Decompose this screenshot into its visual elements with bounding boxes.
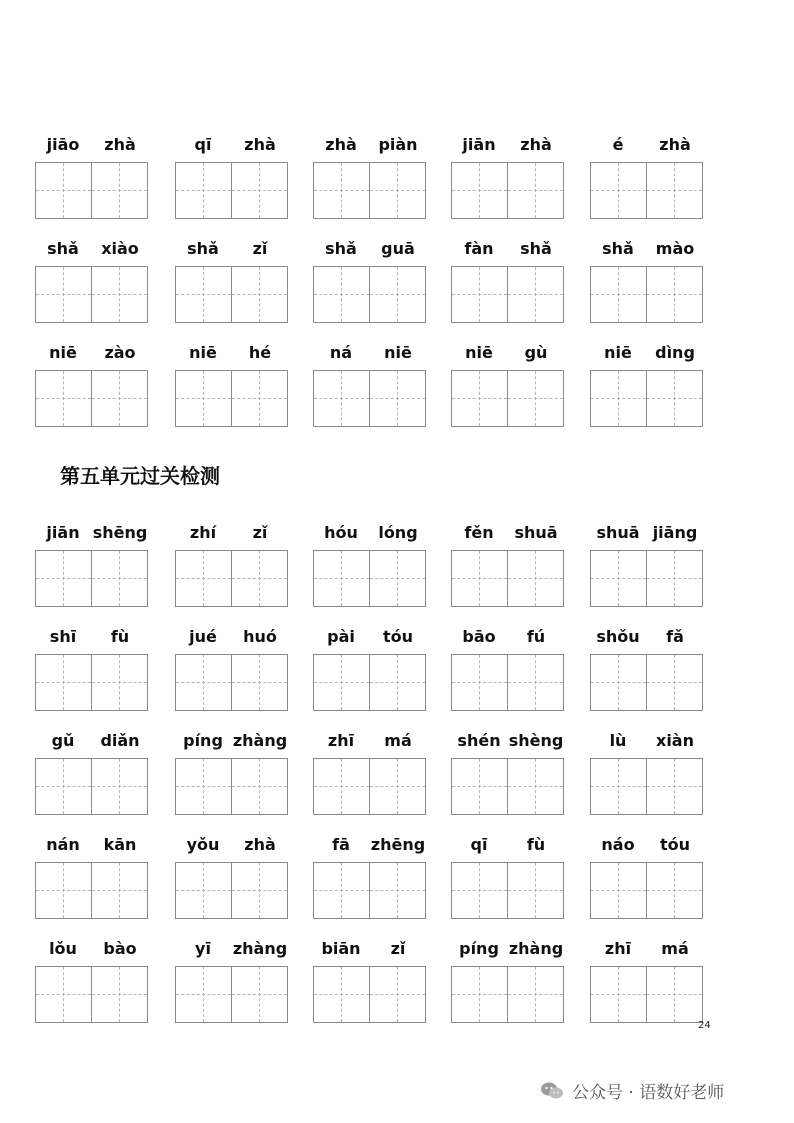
writing-grid [451,862,564,919]
character-box[interactable] [452,967,507,1022]
writing-grid [175,162,288,219]
pinyin-label: bāo [462,627,496,646]
character-box[interactable] [369,551,425,606]
guide-line-horizontal [647,190,702,191]
character-box[interactable] [314,163,369,218]
guide-line-horizontal [647,682,702,683]
character-box[interactable] [36,267,91,322]
guide-line-horizontal [92,786,147,787]
pinyin-label: zǐ [252,523,268,542]
pinyin-label: jiān [462,135,496,154]
writing-grid [590,370,703,427]
guide-line-horizontal [176,578,231,579]
guide-line-horizontal [647,786,702,787]
pinyin-label: zhà [325,135,357,154]
character-box[interactable] [314,863,369,918]
writing-grid [313,758,426,815]
guide-line-horizontal [232,786,287,787]
character-box[interactable] [36,163,91,218]
guide-line-horizontal [314,398,369,399]
pinyin-label: niē [604,343,632,362]
character-box[interactable] [646,551,702,606]
guide-line-horizontal [176,294,231,295]
character-box[interactable] [646,163,702,218]
character-box[interactable] [91,863,147,918]
guide-line-horizontal [452,578,507,579]
guide-line-horizontal [370,190,425,191]
pinyin-label: zhà [104,135,136,154]
character-box[interactable] [369,967,425,1022]
pinyin-label: shǎ [325,239,357,258]
pinyin-label: tóu [659,835,691,854]
guide-line-horizontal [452,994,507,995]
pinyin-label: shǎ [520,239,552,258]
pinyin-label: huó [243,627,277,646]
character-box[interactable] [176,371,231,426]
pinyin-label: niē [49,343,77,362]
writing-grid [313,162,426,219]
character-box[interactable] [452,655,507,710]
pinyin-label: lóng [378,523,418,542]
character-box[interactable] [369,863,425,918]
writing-grid [175,966,288,1023]
writing-grid [313,370,426,427]
guide-line-horizontal [36,786,91,787]
pinyin-label: zhà [244,135,276,154]
character-box[interactable] [36,759,91,814]
pinyin-label: zǐ [390,939,406,958]
writing-grid [313,550,426,607]
pinyin-label: niē [465,343,493,362]
character-box[interactable] [314,759,369,814]
character-box[interactable] [36,967,91,1022]
pinyin-label: tóu [382,627,414,646]
pinyin-label: nán [46,835,80,854]
guide-line-horizontal [176,398,231,399]
pinyin-label: shī [49,627,77,646]
pinyin-label: zǐ [252,239,268,258]
pinyin-label: qī [470,835,488,854]
character-box[interactable] [91,759,147,814]
character-box[interactable] [507,759,563,814]
writing-grid [451,550,564,607]
character-box[interactable] [91,267,147,322]
character-box[interactable] [231,163,287,218]
character-box[interactable] [176,967,231,1022]
pinyin-label: zhí [189,523,217,542]
pinyin-label: é [612,135,624,154]
pinyin-label: shǎ [602,239,634,258]
guide-line-horizontal [36,890,91,891]
character-box[interactable] [591,863,646,918]
guide-line-horizontal [647,994,702,995]
pinyin-label: píng [459,939,499,958]
pinyin-label: qī [194,135,212,154]
pinyin-label: píng [183,731,223,750]
writing-grid [451,162,564,219]
character-box[interactable] [231,967,287,1022]
pinyin-label: dìng [655,343,695,362]
guide-line-horizontal [36,398,91,399]
guide-line-horizontal [36,190,91,191]
character-box[interactable] [314,371,369,426]
character-box[interactable] [591,655,646,710]
character-box[interactable] [452,163,507,218]
character-box[interactable] [36,863,91,918]
pinyin-label: mào [655,239,695,258]
character-box[interactable] [507,371,563,426]
guide-line-horizontal [370,890,425,891]
pinyin-label: shèng [508,731,564,750]
pinyin-label: bào [103,939,137,958]
writing-grid [175,266,288,323]
guide-line-horizontal [92,994,147,995]
character-box[interactable] [176,551,231,606]
pinyin-label: shuā [514,523,558,542]
character-box[interactable] [646,371,702,426]
character-box[interactable] [231,759,287,814]
character-box[interactable] [314,967,369,1022]
guide-line-horizontal [314,890,369,891]
pinyin-label: zhī [327,731,355,750]
guide-line-horizontal [452,190,507,191]
guide-line-horizontal [452,682,507,683]
pinyin-label: fěn [464,523,494,542]
writing-grid [451,266,564,323]
pinyin-label: fù [110,627,130,646]
pinyin-label: zào [104,343,136,362]
guide-line-horizontal [508,890,563,891]
pinyin-label: shēng [92,523,148,542]
guide-line-horizontal [370,994,425,995]
guide-line-horizontal [232,294,287,295]
writing-grid [313,862,426,919]
guide-line-horizontal [92,682,147,683]
pinyin-label: fǎ [666,627,684,646]
character-box[interactable] [176,163,231,218]
guide-line-horizontal [36,578,91,579]
guide-line-horizontal [176,786,231,787]
guide-line-horizontal [452,294,507,295]
pinyin-label: niē [384,343,412,362]
character-box[interactable] [507,863,563,918]
guide-line-horizontal [92,398,147,399]
character-box[interactable] [646,759,702,814]
pinyin-label: lù [609,731,627,750]
character-box[interactable] [646,967,702,1022]
pinyin-label: zhàng [232,939,288,958]
character-box[interactable] [231,551,287,606]
guide-line-horizontal [232,398,287,399]
guide-line-horizontal [591,890,646,891]
pinyin-label: hé [248,343,272,362]
character-box[interactable] [176,655,231,710]
guide-line-horizontal [591,578,646,579]
guide-line-horizontal [232,994,287,995]
character-box[interactable] [369,371,425,426]
character-box[interactable] [452,551,507,606]
guide-line-horizontal [232,890,287,891]
writing-grid [35,966,148,1023]
character-box[interactable] [591,759,646,814]
pinyin-label: biān [321,939,361,958]
character-box[interactable] [176,863,231,918]
guide-line-horizontal [591,398,646,399]
character-box[interactable] [507,551,563,606]
guide-line-horizontal [176,994,231,995]
guide-line-horizontal [176,190,231,191]
guide-line-horizontal [314,578,369,579]
character-box[interactable] [91,371,147,426]
character-box[interactable] [646,267,702,322]
pinyin-label: kān [103,835,137,854]
writing-grid [451,654,564,711]
writing-grid [590,550,703,607]
guide-line-horizontal [232,190,287,191]
guide-line-horizontal [508,578,563,579]
pinyin-label: shǎ [187,239,219,258]
guide-line-horizontal [370,294,425,295]
writing-grid [35,758,148,815]
guide-line-horizontal [36,294,91,295]
character-box[interactable] [452,267,507,322]
pinyin-label: pài [327,627,355,646]
character-box[interactable] [176,267,231,322]
character-box[interactable] [176,759,231,814]
pinyin-label: zhàng [508,939,564,958]
guide-line-horizontal [92,578,147,579]
pinyin-label: shǒu [596,627,640,646]
pinyin-label: yī [195,939,211,958]
pinyin-label: lǒu [49,939,77,958]
writing-grid [451,966,564,1023]
guide-line-horizontal [591,294,646,295]
pinyin-label: hóu [324,523,358,542]
guide-line-horizontal [591,190,646,191]
wechat-icon [540,1081,564,1101]
writing-grid [590,758,703,815]
guide-line-horizontal [370,398,425,399]
pinyin-label: jiān [46,523,80,542]
footer-text: 公众号 · 语数好老师 [572,1083,725,1103]
guide-line-horizontal [508,786,563,787]
guide-line-horizontal [370,578,425,579]
character-box[interactable] [452,371,507,426]
guide-line-horizontal [647,890,702,891]
guide-line-horizontal [232,578,287,579]
character-box[interactable] [91,163,147,218]
guide-line-horizontal [314,190,369,191]
character-box[interactable] [231,863,287,918]
character-box[interactable] [36,371,91,426]
page-number: 24 [698,1020,711,1031]
pinyin-label: náo [601,835,635,854]
pinyin-label: zhī [604,939,632,958]
character-box[interactable] [507,655,563,710]
character-box[interactable] [314,655,369,710]
character-box[interactable] [591,267,646,322]
footer-watermark [540,1078,724,1103]
pinyin-label: jiāo [46,135,80,154]
guide-line-horizontal [591,682,646,683]
pinyin-label: ná [329,343,353,362]
character-box[interactable] [646,655,702,710]
pinyin-label: zhà [244,835,276,854]
pinyin-label: diǎn [100,731,140,750]
guide-line-horizontal [370,786,425,787]
guide-line-horizontal [92,190,147,191]
pinyin-label: fú [526,627,546,646]
pinyin-label: fā [332,835,350,854]
character-box[interactable] [646,863,702,918]
guide-line-horizontal [92,890,147,891]
character-box[interactable] [452,759,507,814]
pinyin-label: jiāng [652,523,698,542]
guide-line-horizontal [314,682,369,683]
guide-line-horizontal [508,994,563,995]
pinyin-label: xiào [101,239,139,258]
writing-grid [313,654,426,711]
pinyin-label: jué [189,627,217,646]
pinyin-label: má [384,731,412,750]
guide-line-horizontal [508,682,563,683]
character-box[interactable] [369,759,425,814]
character-box[interactable] [91,551,147,606]
pinyin-label: gǔ [51,731,75,750]
character-box[interactable] [231,267,287,322]
writing-grid [35,550,148,607]
guide-line-horizontal [647,578,702,579]
guide-line-horizontal [591,994,646,995]
guide-line-horizontal [452,398,507,399]
pinyin-label: zhēng [370,835,426,854]
writing-grid [175,370,288,427]
guide-line-horizontal [36,682,91,683]
guide-line-horizontal [176,682,231,683]
writing-grid [35,654,148,711]
pinyin-label: fàn [464,239,494,258]
writing-grid [175,654,288,711]
writing-grid [313,966,426,1023]
writing-grid [451,758,564,815]
guide-line-horizontal [647,294,702,295]
character-box[interactable] [369,267,425,322]
guide-line-horizontal [508,294,563,295]
pinyin-label: fù [526,835,546,854]
character-box[interactable] [36,551,91,606]
pinyin-label: guā [381,239,415,258]
writing-grid [175,862,288,919]
character-box[interactable] [452,863,507,918]
writing-grid [313,266,426,323]
guide-line-horizontal [176,890,231,891]
guide-line-horizontal [36,994,91,995]
writing-grid [35,162,148,219]
guide-line-horizontal [591,786,646,787]
character-box[interactable] [591,551,646,606]
character-box[interactable] [231,655,287,710]
character-box[interactable] [91,967,147,1022]
guide-line-horizontal [508,398,563,399]
guide-line-horizontal [452,786,507,787]
character-box[interactable] [369,655,425,710]
pinyin-label: piàn [378,135,418,154]
character-box[interactable] [369,163,425,218]
guide-line-horizontal [92,294,147,295]
character-box[interactable] [507,267,563,322]
pinyin-label: niē [189,343,217,362]
character-box[interactable] [591,371,646,426]
pinyin-label: zhà [659,135,691,154]
pinyin-label: yǒu [186,835,220,854]
guide-line-horizontal [314,994,369,995]
pinyin-label: shǎ [47,239,79,258]
character-box[interactable] [314,267,369,322]
writing-grid [35,266,148,323]
character-box[interactable] [231,371,287,426]
pinyin-label: shuā [596,523,640,542]
writing-grid [175,550,288,607]
character-box[interactable] [314,551,369,606]
guide-line-horizontal [508,190,563,191]
writing-grid [35,370,148,427]
pinyin-label: xiàn [656,731,694,750]
writing-grid [590,162,703,219]
writing-grid [175,758,288,815]
character-box[interactable] [91,655,147,710]
writing-grid [35,862,148,919]
guide-line-horizontal [314,786,369,787]
writing-grid [590,266,703,323]
guide-line-horizontal [452,890,507,891]
writing-grid [590,862,703,919]
guide-line-horizontal [314,294,369,295]
pinyin-label: má [661,939,689,958]
guide-line-horizontal [647,398,702,399]
guide-line-horizontal [370,682,425,683]
writing-grid [590,654,703,711]
writing-grid [590,966,703,1023]
guide-line-horizontal [232,682,287,683]
pinyin-label: zhàng [232,731,288,750]
pinyin-label: zhà [520,135,552,154]
section-heading: 第五单元过关检测 [60,464,220,488]
pinyin-label: gù [524,343,548,362]
character-box[interactable] [507,163,563,218]
character-box[interactable] [591,163,646,218]
character-box[interactable] [591,967,646,1022]
writing-grid [451,370,564,427]
character-box[interactable] [36,655,91,710]
character-box[interactable] [507,967,563,1022]
pinyin-label: shén [457,731,501,750]
